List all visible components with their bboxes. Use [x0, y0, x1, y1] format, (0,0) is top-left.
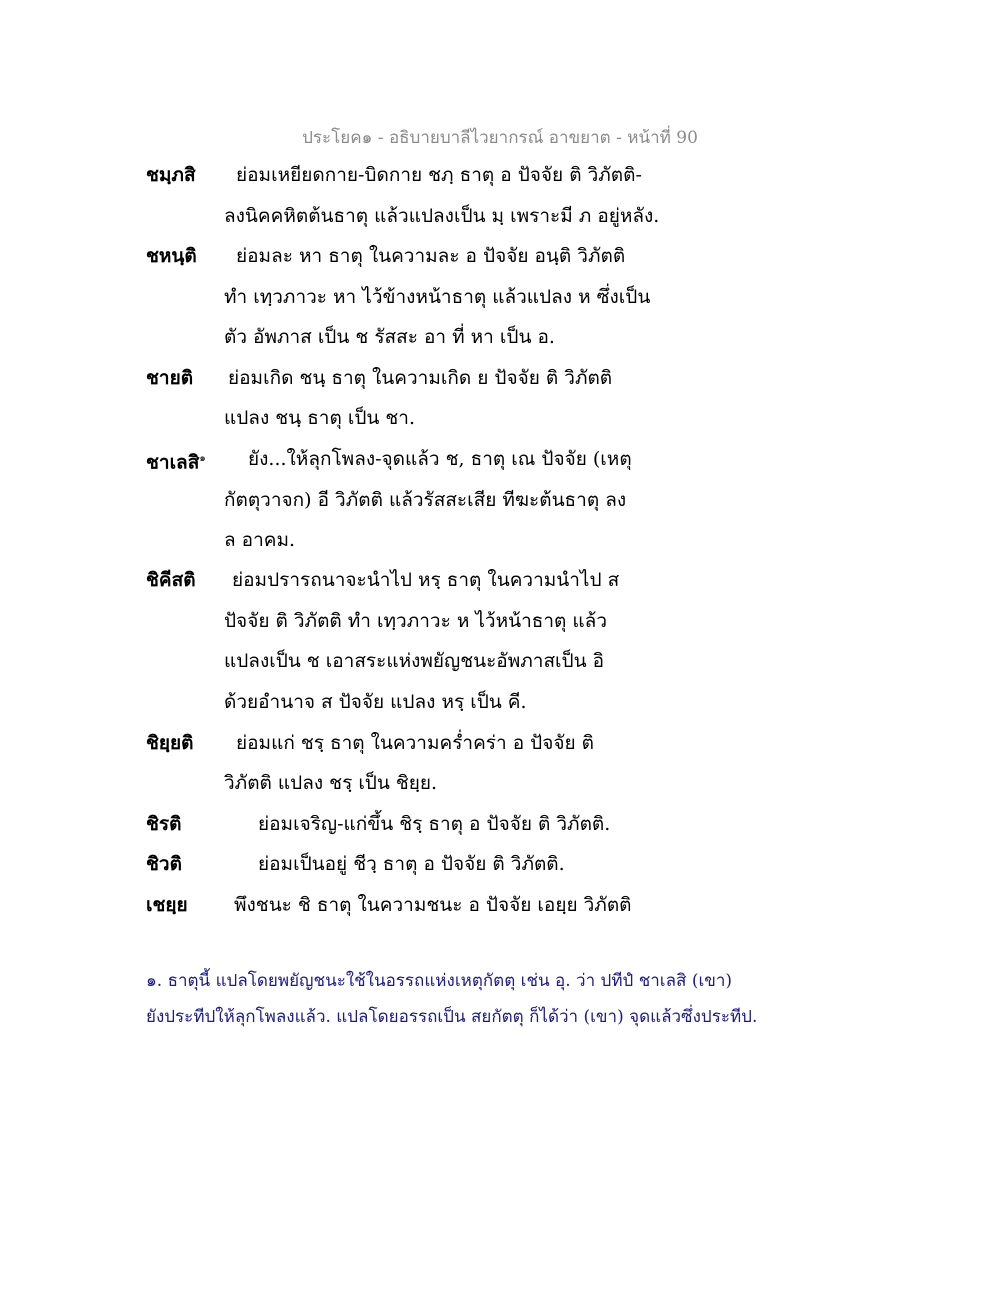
- footnote-marker: ๑: [199, 453, 206, 464]
- entry-term: ชิยฺยติ: [146, 732, 194, 754]
- entry-line: แปลง ชนฺ ธาตุ เป็น ชา.: [224, 407, 416, 429]
- footnote-line: ยังประทีปให้ลุกโพลงแล้ว. แปลโดยอรรถเป็น สยกัตตุ ก็ได้ว่า (เขา) จุดแล้วซึ่งประทีป.: [146, 1007, 758, 1027]
- entry-line: ปัจจัย ติ วิภัตติ ทำ เทฺวภาวะ ห ไว้หน้าธาตุ แล้ว: [224, 610, 607, 632]
- entry-term-text: ชาเลสิ: [146, 451, 200, 474]
- entry-term: เชยฺย: [146, 894, 188, 916]
- entry-line: ด้วยอำนาจ ส ปัจจัย แปลง หรฺ เป็น คี.: [224, 691, 527, 713]
- entry-line: ย่อมเกิด ชนฺ ธาตุ ในความเกิด ย ปัจจัย ติ วิภัตติ: [228, 367, 613, 389]
- entry-term: ชายติ: [146, 367, 194, 389]
- entry-term: ชหนฺติ: [146, 245, 197, 267]
- entry-line: ย่อมละ หา ธาตุ ในความละ อ ปัจจัย อนฺติ วิภัตติ: [236, 245, 626, 267]
- entry-term: ชิวติ: [146, 853, 182, 875]
- entry-line: กัตตุวาจก) อี วิภัตติ แล้วรัสสะเสีย ทีฆะต้นธาตุ ลง: [224, 489, 627, 511]
- entry-line: ทำ เทฺวภาวะ หา ไว้ข้างหน้าธาตุ แล้วแปลง ห ซึ่งเป็น: [224, 286, 651, 308]
- entry-term: [146, 447, 206, 474]
- footnote-line: ๑. ธาตุนี้ แปลโดยพยัญชนะใช้ในอรรถแห่งเหตุกัตตุ เช่น อุ. ว่า ปทีปํ ชาเลสิ (เขา): [146, 971, 733, 991]
- entry-line: วิภัตติ แปลง ชรฺ เป็น ชิยฺย.: [224, 772, 438, 794]
- entry-line: ย่อมเหยียดกาย-บิดกาย ชภฺ ธาตุ อ ปัจจัย ติ วิภัตติ-: [236, 164, 642, 186]
- entry-line: ล อาคม.: [224, 529, 296, 551]
- entry-line: ย่อมปรารถนาจะนำไป หรฺ ธาตุ ในความนำไป ส: [232, 569, 620, 591]
- entry-line: ย่อมเป็นอยู่ ชีวฺ ธาตุ อ ปัจจัย ติ วิภัตติ.: [258, 853, 565, 875]
- page-header: ประโยค๑ - อธิบายบาลีไวยากรณ์ อาขยาต - หน้าที่ 90: [302, 128, 698, 148]
- entry-line: แปลงเป็น ช เอาสระแห่งพยัญชนะอัพภาสเป็น อิ: [224, 650, 605, 672]
- entry-line: ลงนิคคหิตต้นธาตุ แล้วแปลงเป็น มฺ เพราะมี ภ อยู่หลัง.: [224, 205, 660, 227]
- entry-line: พึงชนะ ชิ ธาตุ ในความชนะ อ ปัจจัย เอยฺย วิภัตติ: [234, 894, 632, 916]
- entry-line: ตัว อัพภาส เป็น ช รัสสะ อา ที่ หา เป็น อ.: [224, 326, 555, 348]
- entry-line: ย่อมแก่ ชรฺ ธาตุ ในความคร่ำคร่า อ ปัจจัย ติ: [236, 732, 594, 754]
- entry-term: ชมฺภสิ: [146, 164, 196, 186]
- entry-line: ย่อมเจริญ-แก่ขึ้น ชิรฺ ธาตุ อ ปัจจัย ติ วิภัตติ.: [258, 813, 611, 835]
- entry-term: ชิรติ: [146, 813, 182, 835]
- entry-term: ชิคีสติ: [146, 569, 196, 591]
- entry-line: ยัง...ให้ลุกโพลง-จุดแล้ว ช, ธาตุ เณ ปัจจัย (เหตุ: [248, 448, 632, 470]
